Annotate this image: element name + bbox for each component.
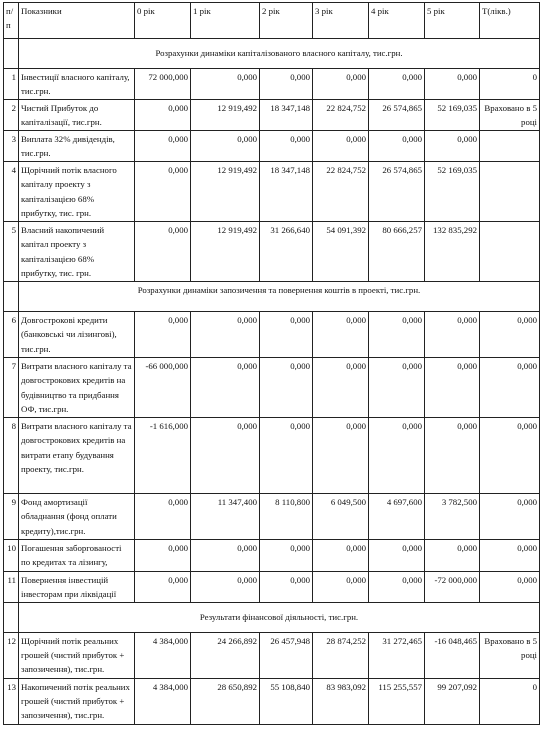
cell: 18 347,148 — [260, 100, 313, 131]
cell: 0,000 — [260, 540, 313, 571]
cell: 24 266,892 — [191, 632, 260, 678]
section-title: Розрахунки динаміки запозичення та повернення коштів в проекті, тис.грн. — [19, 282, 540, 312]
row-label: Накопичений потік реальних грошей (чистий прибуток + запозичення), тис.грн. — [19, 678, 135, 724]
cell: 0,000 — [480, 312, 540, 358]
cell: 0,000 — [313, 69, 369, 100]
row-label: Довгострокові кредити (банковські чи лізингові), тис.грн. — [19, 312, 135, 358]
header-cell: 0 рік — [135, 3, 191, 39]
header-cell: 2 рік — [260, 3, 313, 39]
cell: 0,000 — [191, 131, 260, 162]
cell: 99 207,092 — [425, 678, 480, 724]
section-row — [4, 39, 540, 69]
cell: 3 782,500 — [425, 494, 480, 540]
note-cell: Враховано в 5 році — [480, 632, 540, 678]
cell: 22 824,752 — [313, 100, 369, 131]
header-cell: 5 рік — [425, 3, 480, 39]
cell: 0,000 — [191, 540, 260, 571]
cell: 0,000 — [480, 494, 540, 540]
cell: 0,000 — [313, 312, 369, 358]
cell: 31 266,640 — [260, 222, 313, 282]
section-title: Розрахунки динаміки капіталізованого власного капіталу, тис.грн. — [19, 39, 540, 69]
row-label: Фонд амортизації обладнання (фонд оплати кредиту),тис.грн. — [19, 494, 135, 540]
row-number: 12 — [4, 632, 19, 678]
cell: 6 049,500 — [313, 494, 369, 540]
header-cell: 3 рік — [313, 3, 369, 39]
row-label: Власний накопичений капітал проекту з капіталізацією 68% прибутку, тис. грн. — [19, 222, 135, 282]
row-number: 10 — [4, 540, 19, 571]
cell: 0,000 — [135, 222, 191, 282]
header-cell: п/п — [4, 3, 19, 39]
cell: 0 — [480, 69, 540, 100]
cell: 0 — [480, 678, 540, 724]
cell: 0,000 — [313, 131, 369, 162]
cell: 52 169,035 — [425, 162, 480, 222]
row-number: 5 — [4, 222, 19, 282]
cell: 0,000 — [425, 131, 480, 162]
table-row — [4, 162, 540, 222]
cell — [480, 131, 540, 162]
cell: -16 048,465 — [425, 632, 480, 678]
cell: 0,000 — [313, 571, 369, 602]
cell: 54 091,392 — [313, 222, 369, 282]
cell: -66 000,000 — [135, 358, 191, 418]
table-row — [4, 571, 540, 602]
cell: 0,000 — [313, 358, 369, 418]
row-number: 2 — [4, 100, 19, 131]
cell: 0,000 — [260, 571, 313, 602]
cell: 0,000 — [369, 312, 425, 358]
row-label: Погашення заборгованості по кредитах та лізингу, — [19, 540, 135, 571]
cell: -72 000,000 — [425, 571, 480, 602]
cell: 0,000 — [260, 358, 313, 418]
table-row — [4, 131, 540, 162]
cell: 0,000 — [191, 358, 260, 418]
cell: 0,000 — [369, 571, 425, 602]
table-row — [4, 358, 540, 418]
table-row — [4, 222, 540, 282]
cell: 28 874,252 — [313, 632, 369, 678]
table-row — [4, 312, 540, 358]
row-label: Витрати власного капіталу та довгострокових кредитів на витрати етапу будування проекту, тис.грн. — [19, 418, 135, 494]
cell: 115 255,557 — [369, 678, 425, 724]
cell: 0,000 — [369, 358, 425, 418]
row-number: 7 — [4, 358, 19, 418]
cell: 55 108,840 — [260, 678, 313, 724]
cell: 0,000 — [480, 358, 540, 418]
section-title: Результати фінансової діяльності, тис.грн. — [19, 602, 540, 632]
row-number: 11 — [4, 571, 19, 602]
cell: 4 384,000 — [135, 678, 191, 724]
cell: 0,000 — [260, 69, 313, 100]
table-row — [4, 540, 540, 571]
row-label: Витрати власного капіталу та довгострокових кредитів на будівництво та придбання ОФ, тис.грн. — [19, 358, 135, 418]
cell: 0,000 — [480, 540, 540, 571]
cell: 22 824,752 — [313, 162, 369, 222]
cell: 0,000 — [425, 418, 480, 494]
cell: 132 835,292 — [425, 222, 480, 282]
cell: 0,000 — [135, 162, 191, 222]
cell: 52 169,035 — [425, 100, 480, 131]
row-number: 3 — [4, 131, 19, 162]
cell: 0,000 — [313, 540, 369, 571]
cell: 72 000,000 — [135, 69, 191, 100]
cell: 0,000 — [425, 358, 480, 418]
cell: 0,000 — [369, 418, 425, 494]
cell: 0,000 — [191, 69, 260, 100]
header-cell: 4 рік — [369, 3, 425, 39]
header-cell: 1 рік — [191, 3, 260, 39]
row-label: Щорічний потік власного капіталу проекту з капіталізацією 68% прибутку, тис. грн. — [19, 162, 135, 222]
cell: -1 616,000 — [135, 418, 191, 494]
cell: 0,000 — [191, 571, 260, 602]
header-cell: Т(лікв.) — [480, 3, 540, 39]
cell: 83 983,092 — [313, 678, 369, 724]
row-number: 8 — [4, 418, 19, 494]
table-row — [4, 100, 540, 131]
cell — [480, 222, 540, 282]
row-number: 6 — [4, 312, 19, 358]
cell: 31 272,465 — [369, 632, 425, 678]
cell: 0,000 — [480, 571, 540, 602]
cell: 0,000 — [480, 418, 540, 494]
cell: 4 384,000 — [135, 632, 191, 678]
cell: 0,000 — [260, 418, 313, 494]
cell: 0,000 — [313, 418, 369, 494]
cell: 26 574,865 — [369, 162, 425, 222]
header-row — [4, 3, 540, 39]
cell: 0,000 — [425, 312, 480, 358]
row-label: Щорічний потік реальних грошей (чистий прибуток + запозичення), тис.грн. — [19, 632, 135, 678]
cell: 0,000 — [260, 312, 313, 358]
row-number: 1 — [4, 69, 19, 100]
row-label: Інвестиції власного капіталу, тис.грн. — [19, 69, 135, 100]
cell: 0,000 — [135, 540, 191, 571]
table-row — [4, 418, 540, 494]
cell: 0,000 — [135, 494, 191, 540]
cell: 0,000 — [191, 312, 260, 358]
cell: 18 347,148 — [260, 162, 313, 222]
row-number: 4 — [4, 162, 19, 222]
cell: 12 919,492 — [191, 162, 260, 222]
row-number: 13 — [4, 678, 19, 724]
cell: 0,000 — [369, 131, 425, 162]
section-row — [4, 282, 540, 312]
cell: 0,000 — [260, 131, 313, 162]
cell: 12 919,492 — [191, 100, 260, 131]
row-number: 9 — [4, 494, 19, 540]
cell: 0,000 — [135, 312, 191, 358]
cell: 26 574,865 — [369, 100, 425, 131]
row-label: Виплата 32% дивідендів, тис.грн. — [19, 131, 135, 162]
section-row — [4, 602, 540, 632]
note-cell: Враховано в 5 році — [480, 100, 540, 131]
row-label: Повернення інвестицій інвесторам при ліквідації — [19, 571, 135, 602]
row-label: Чистий Прибуток до капіталізації, тис.грн. — [19, 100, 135, 131]
cell: 26 457,948 — [260, 632, 313, 678]
cell — [480, 162, 540, 222]
header-cell: Показники — [19, 3, 135, 39]
cell: 0,000 — [425, 540, 480, 571]
cell: 80 666,257 — [369, 222, 425, 282]
cell: 0,000 — [369, 540, 425, 571]
cell: 0,000 — [135, 571, 191, 602]
cell: 8 110,800 — [260, 494, 313, 540]
cell: 0,000 — [425, 69, 480, 100]
cell: 0,000 — [135, 131, 191, 162]
financial-table — [3, 2, 540, 725]
table-row — [4, 69, 540, 100]
cell: 0,000 — [135, 100, 191, 131]
cell: 11 347,400 — [191, 494, 260, 540]
cell: 4 697,600 — [369, 494, 425, 540]
table-row — [4, 632, 540, 678]
cell: 0,000 — [191, 418, 260, 494]
table-row — [4, 494, 540, 540]
cell: 28 650,892 — [191, 678, 260, 724]
cell: 0,000 — [369, 69, 425, 100]
cell: 12 919,492 — [191, 222, 260, 282]
table-row — [4, 678, 540, 724]
